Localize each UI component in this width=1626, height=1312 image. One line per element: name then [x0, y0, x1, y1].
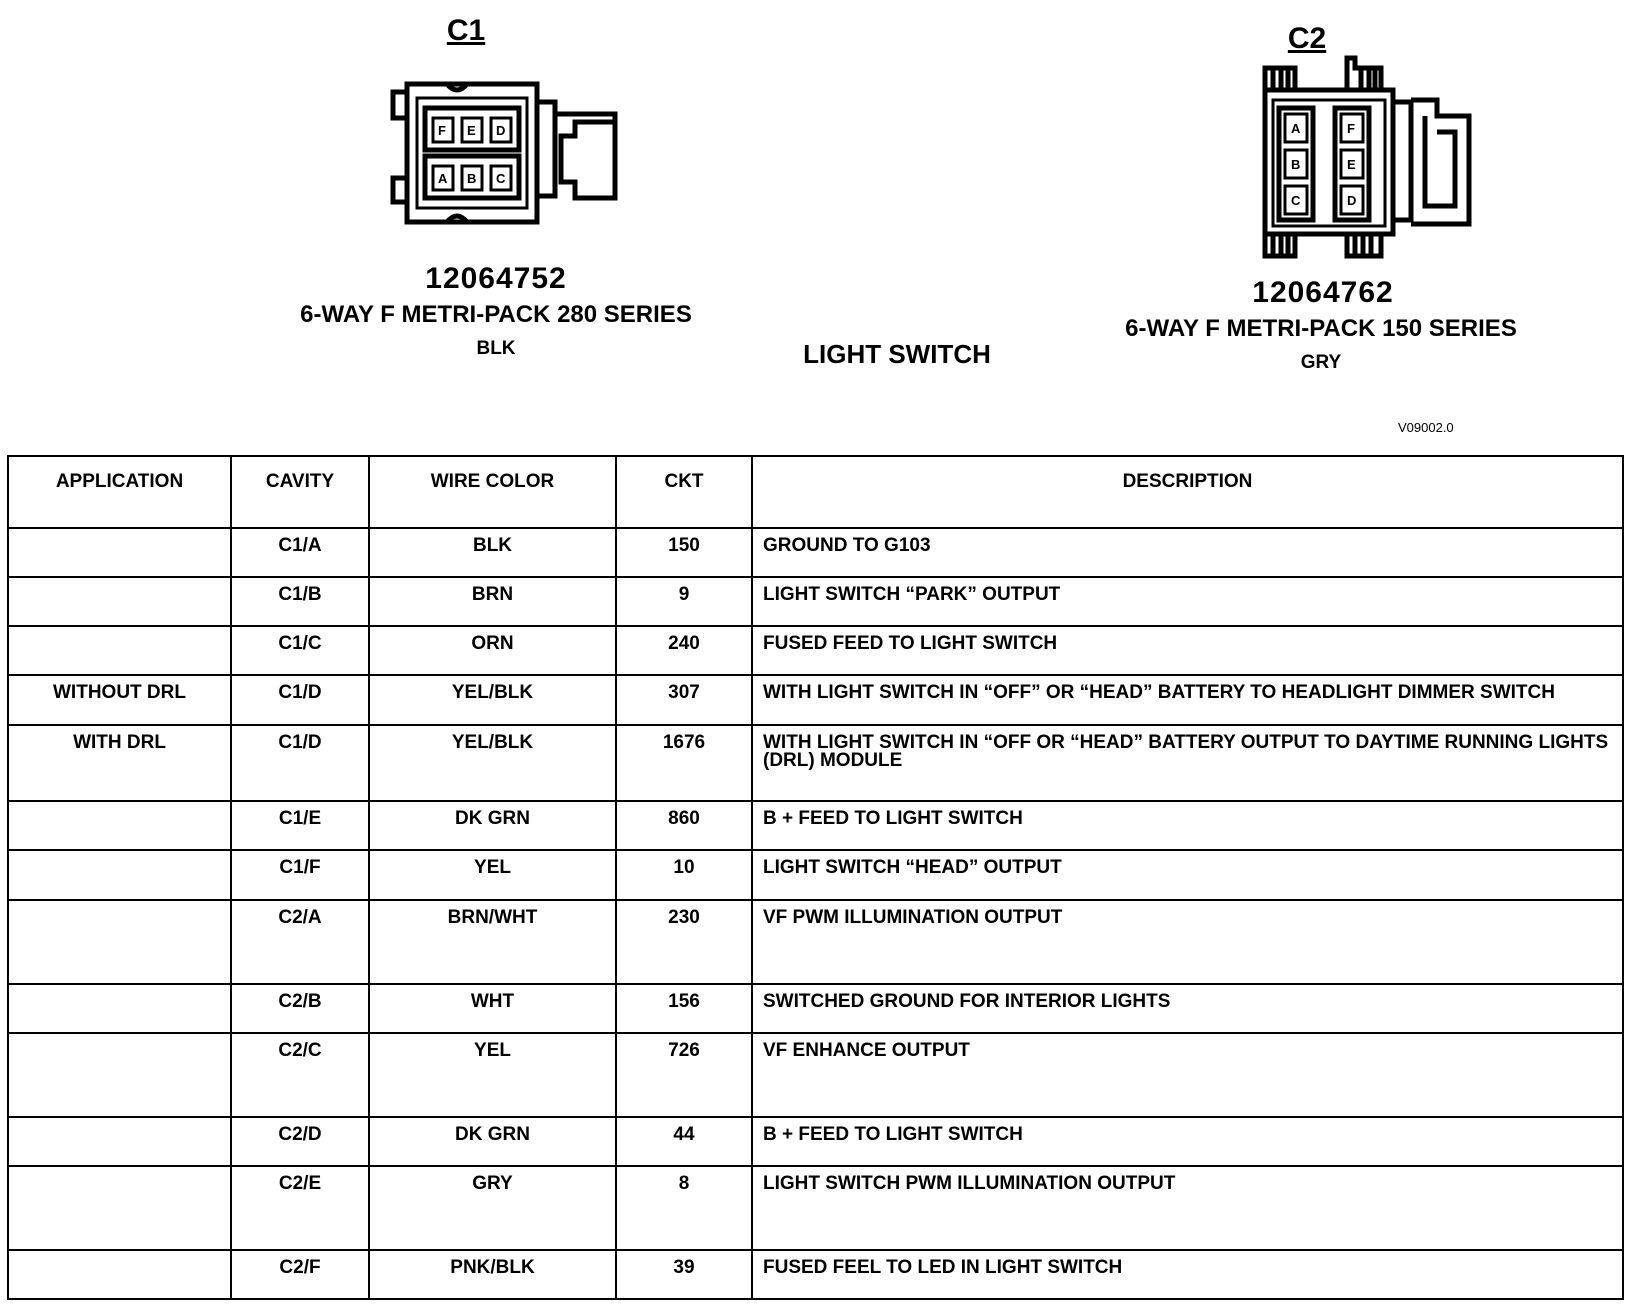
cell-cavity: C1/F: [231, 850, 369, 899]
c2-part-number: 12064762: [1252, 276, 1394, 309]
cell-ckt: 9: [616, 577, 752, 626]
cell-application: [8, 1250, 231, 1299]
c2-connector-label: C2: [1287, 22, 1327, 55]
cell-ckt: 10: [616, 850, 752, 899]
c1-cavity-e: E: [467, 123, 476, 138]
cell-cavity: C1/D: [231, 725, 369, 802]
cell-description: FUSED FEEL TO LED IN LIGHT SWITCH: [752, 1250, 1623, 1299]
c2-series: 6-WAY F METRI-PACK 150 SERIES: [1125, 315, 1517, 342]
header-application: APPLICATION: [8, 456, 231, 528]
c2-connector-drawing: [1255, 56, 1485, 266]
cell-description: B + FEED TO LIGHT SWITCH: [752, 1117, 1623, 1166]
cell-cavity: C2/A: [231, 900, 369, 984]
cell-ckt: 1676: [616, 725, 752, 802]
cell-description: VF PWM ILLUMINATION OUTPUT: [752, 900, 1623, 984]
cell-ckt: 726: [616, 1033, 752, 1117]
c2-cavity-f: F: [1347, 121, 1355, 136]
cell-wire-color: YEL/BLK: [369, 725, 616, 802]
cell-ckt: 39: [616, 1250, 752, 1299]
cell-description: WITH LIGHT SWITCH IN “OFF OR “HEAD” BATTERY OUTPUT TO DAYTIME RUNNING LIGHTS (DRL) MODULE: [752, 725, 1623, 802]
cell-description: LIGHT SWITCH PWM ILLUMINATION OUTPUT: [752, 1166, 1623, 1250]
c2-cavity-a: A: [1291, 121, 1301, 136]
cell-application: [8, 577, 231, 626]
table-row: [8, 984, 1623, 1033]
cell-application: [8, 626, 231, 675]
cell-description: FUSED FEED TO LIGHT SWITCH: [752, 626, 1623, 675]
c2-cavity-b: B: [1291, 157, 1301, 172]
c1-color: BLK: [476, 338, 516, 359]
component-title: LIGHT SWITCH: [803, 339, 991, 369]
cell-application: [8, 1166, 231, 1250]
table-row: [8, 850, 1623, 899]
cell-cavity: C2/C: [231, 1033, 369, 1117]
cell-wire-color: GRY: [369, 1166, 616, 1250]
table-row: [8, 528, 1623, 577]
cell-cavity: C2/D: [231, 1117, 369, 1166]
header-ckt: CKT: [616, 456, 752, 528]
cell-wire-color: DK GRN: [369, 1117, 616, 1166]
c1-cavity-f: F: [438, 123, 446, 138]
table-row: [8, 1250, 1623, 1299]
cell-ckt: 150: [616, 528, 752, 577]
cell-cavity: C1/C: [231, 626, 369, 675]
cell-application: [8, 801, 231, 850]
cell-cavity: C1/D: [231, 675, 369, 724]
cell-description: GROUND TO G103: [752, 528, 1623, 577]
figure-reference-code: V09002.0: [1398, 420, 1454, 435]
c1-cavity-a: A: [438, 171, 448, 186]
cell-application: WITHOUT DRL: [8, 675, 231, 724]
table-row: [8, 1033, 1623, 1117]
cell-description: LIGHT SWITCH “HEAD” OUTPUT: [752, 850, 1623, 899]
c2-color: GRY: [1300, 352, 1342, 373]
header-description: DESCRIPTION: [752, 456, 1623, 528]
cell-application: WITH DRL: [8, 725, 231, 802]
header-wire-color: WIRE COLOR: [369, 456, 616, 528]
cell-wire-color: YEL/BLK: [369, 675, 616, 724]
cell-description: LIGHT SWITCH “PARK” OUTPUT: [752, 577, 1623, 626]
cell-ckt: 230: [616, 900, 752, 984]
cell-ckt: 8: [616, 1166, 752, 1250]
cell-application: [8, 528, 231, 577]
cell-description: WITH LIGHT SWITCH IN “OFF” OR “HEAD” BATTERY TO HEADLIGHT DIMMER SWITCH: [752, 675, 1623, 724]
pinout-table: [7, 455, 1624, 1300]
c1-connector-drawing: [385, 78, 635, 228]
cell-ckt: 307: [616, 675, 752, 724]
table-row: [8, 577, 1623, 626]
c1-cavity-c: C: [496, 171, 506, 186]
cell-cavity: C1/A: [231, 528, 369, 577]
cell-wire-color: PNK/BLK: [369, 1250, 616, 1299]
cell-description: B + FEED TO LIGHT SWITCH: [752, 801, 1623, 850]
c1-cavity-b: B: [467, 171, 477, 186]
c2-cavity-d: D: [1347, 193, 1357, 208]
cell-cavity: C1/B: [231, 577, 369, 626]
cell-cavity: C2/F: [231, 1250, 369, 1299]
cell-description: VF ENHANCE OUTPUT: [752, 1033, 1623, 1117]
table-row: [8, 801, 1623, 850]
c1-cavity-d: D: [496, 123, 506, 138]
c1-series: 6-WAY F METRI-PACK 280 SERIES: [300, 301, 692, 328]
cell-application: [8, 900, 231, 984]
cell-wire-color: BRN/WHT: [369, 900, 616, 984]
cell-application: [8, 984, 231, 1033]
table-row: [8, 900, 1623, 984]
cell-cavity: C2/B: [231, 984, 369, 1033]
c1-part-number: 12064752: [425, 262, 567, 295]
cell-wire-color: ORN: [369, 626, 616, 675]
cell-cavity: C1/E: [231, 801, 369, 850]
c2-cavity-e: E: [1347, 157, 1356, 172]
cell-wire-color: WHT: [369, 984, 616, 1033]
table-row: [8, 626, 1623, 675]
c2-cavity-c: C: [1291, 193, 1301, 208]
cell-ckt: 240: [616, 626, 752, 675]
cell-ckt: 860: [616, 801, 752, 850]
cell-cavity: C2/E: [231, 1166, 369, 1250]
cell-wire-color: BRN: [369, 577, 616, 626]
cell-wire-color: YEL: [369, 1033, 616, 1117]
cell-wire-color: BLK: [369, 528, 616, 577]
cell-wire-color: YEL: [369, 850, 616, 899]
table-header-row: [8, 456, 1623, 528]
cell-application: [8, 1033, 231, 1117]
cell-ckt: 44: [616, 1117, 752, 1166]
header-cavity: CAVITY: [231, 456, 369, 528]
cell-application: [8, 1117, 231, 1166]
cell-description: SWITCHED GROUND FOR INTERIOR LIGHTS: [752, 984, 1623, 1033]
table-row: [8, 675, 1623, 724]
cell-wire-color: DK GRN: [369, 801, 616, 850]
table-row: [8, 1166, 1623, 1250]
c1-connector-label: C1: [446, 14, 486, 47]
cell-ckt: 156: [616, 984, 752, 1033]
table-row: [8, 1117, 1623, 1166]
table-row: [8, 725, 1623, 802]
cell-application: [8, 850, 231, 899]
